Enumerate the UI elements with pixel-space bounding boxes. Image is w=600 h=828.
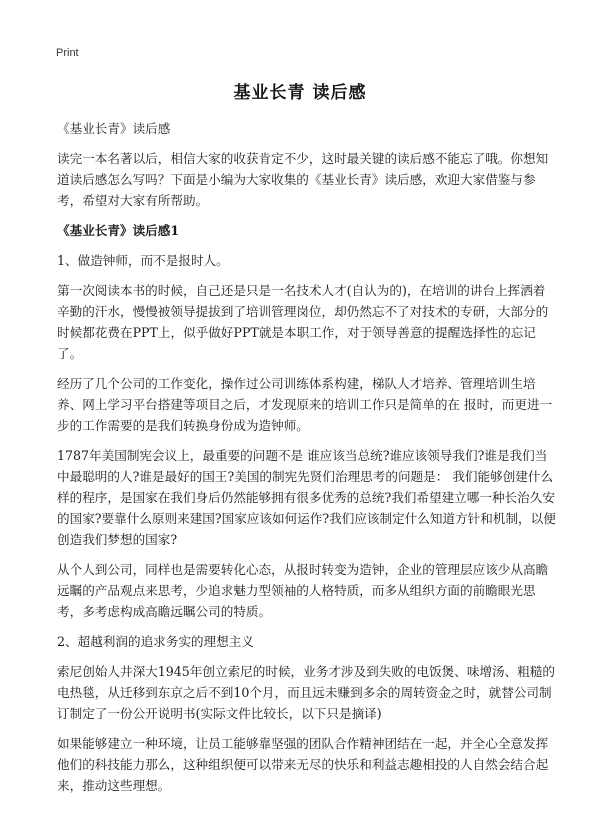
section-heading: 《基业长青》读后感1: [57, 223, 180, 238]
subtitle-line: 《基业长青》读后感: [57, 121, 171, 136]
point-heading-1: 1、做造钟师，而不是报时人。: [57, 253, 229, 268]
body-paragraph: 经历了几个公司的工作变化，操作过公司训练体系构建，梯队人才培养、管理培训生培养、网上学习平台搭建等项目之后，才发现原来的培训工作只是简单的在 报时，而更进一步的工作需要的是我们转换身份成为造钟师。: [57, 376, 553, 433]
body-paragraph: 索尼创始人井深大1945年创立索尼的时候，业务才涉及到失败的电饭煲、味增汤、粗糙的电热毯，从迁移到东京之后不到10个月，而且远未赚到多余的周转资金之时，就替公司制订制定了一份公开说明书(实际文件比较长，以下只是摘译): [57, 664, 556, 721]
intro-paragraph: 读完一本名著以后，相信大家的收获肯定不少，这时最关键的读后感不能忘了哦。你想知道读后感怎么写吗？下面是小编为大家收集的《基业长青》读后感，欢迎大家借鉴与参考，希望对大家有所帮助。: [57, 151, 549, 208]
body-paragraph: 如果能够建立一种环境，让员工能够靠坚强的团队合作精神团结在一起，并全心全意发挥他们的科技能力那么，这种组织便可以带来无尽的快乐和利益志趣相投的人自然会结合起来，推动这些理想。: [57, 736, 549, 793]
body-paragraph: 从个人到公司，同样也是需要转化心态，从报时转变为造钟，企业的管理层应该少从高瞻远瞩的产品观点来思考，少追求魅力型领袖的人格特质，而多从组织方面的前瞻眼光思考，多考虑构成高瞻远瞩公司的特质。: [57, 562, 549, 619]
article-body: [57, 118, 557, 805]
print-link[interactable]: Print: [56, 47, 79, 59]
point-heading-2: 2、超越利润的追求务实的理想主义: [57, 634, 254, 649]
body-paragraph: 第一次阅读本书的时候，自己还是只是一名技术人才(自认为的)，在培训的讲台上挥洒着辛勤的汗水，慢慢被领导提拔到了培训管理岗位，却仍然忘不了对技术的专研，大部分的时候都花费在PPT上，似乎做好PPT就是本职工作，对于领导善意的提醒选择性的忘记了。: [57, 283, 549, 361]
body-paragraph: 1787年美国制宪会议上，最重要的问题不是 谁应该当总统?谁应该领导我们?谁是我们当中最聪明的人?谁是最好的国王?美国的制宪先贤们治理思考的问题是： 我们能够创建什么样的程序，是国家在我们身后仍然能够拥有很多优秀的总统?我们希望建立哪一种长治久安的国家?要靠什么原则来建国?国家应该如何运作?我们应该制定什么知道方针和机制，以便创造我们梦想的国家?: [57, 448, 556, 547]
page-title: 基业长青 读后感: [233, 83, 367, 103]
